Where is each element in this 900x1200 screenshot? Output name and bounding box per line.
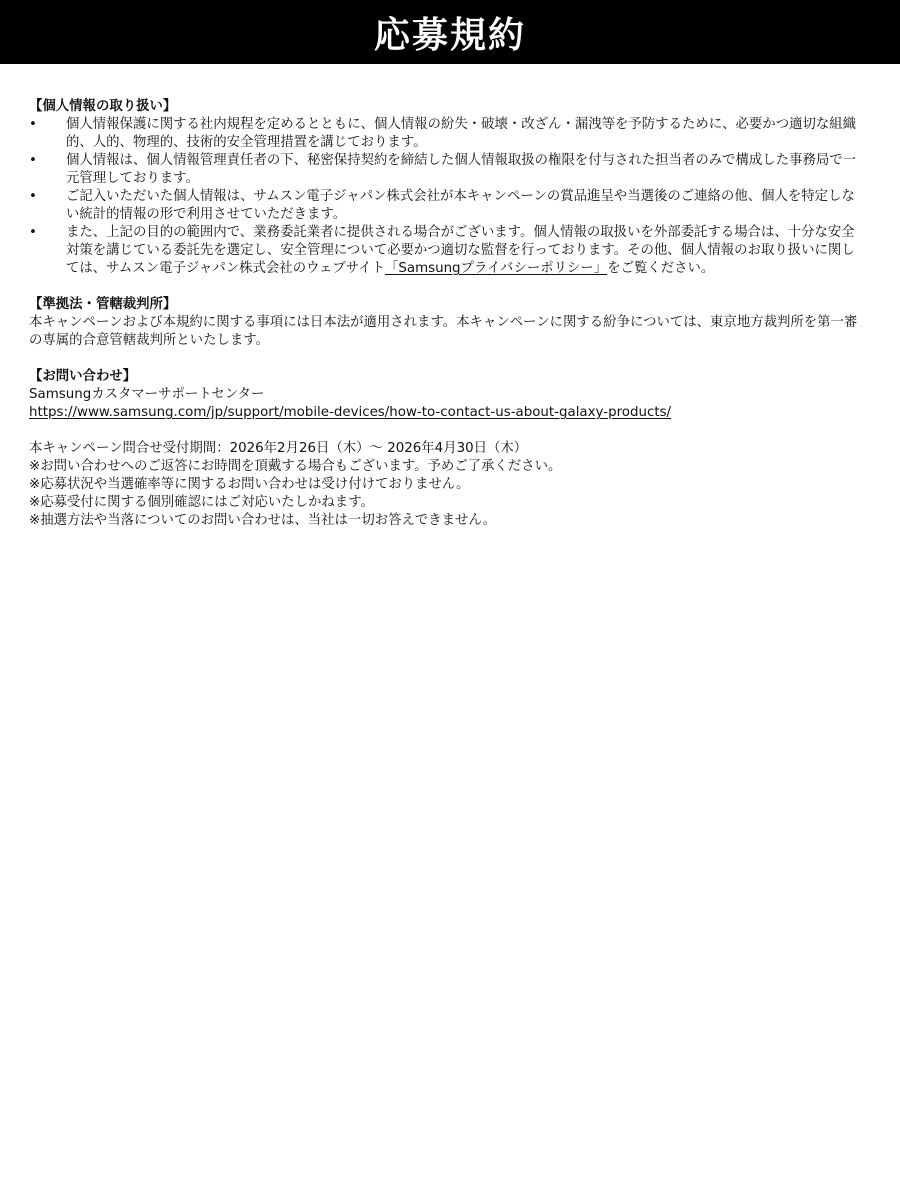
bullet-icon: •: [29, 225, 37, 240]
privacy-section: [29, 98, 867, 278]
contact-heading: 【お問い合わせ】: [29, 369, 137, 384]
privacy-policy-link[interactable]: 「Samsungプライバシーポリシー」: [384, 261, 608, 276]
privacy-item: [29, 152, 867, 188]
terms-content: [29, 98, 867, 548]
bullet-icon: •: [29, 189, 37, 204]
contact-note: ※抽選方法や当落についてのお問い合わせは、当社は一切お答えできません。: [29, 513, 497, 528]
privacy-item-text: また、上記の目的の範囲内で、業務委託業者に提供される場合がございます。個人情報の取扱いを外部委託する場合は、十分な安全対策を講じている委託先を選定し、安全管理について必要かつ適切な監督を行っております。その他、個人情報のお取り扱いに関しては、サムスン電子ジャパン株式会社のウェブサイト: [66, 225, 855, 276]
spacer: [29, 422, 867, 440]
jurisdiction-heading: 【準拠法・管轄裁判所】: [29, 297, 177, 312]
privacy-list: [29, 116, 867, 278]
contact-note: ※応募受付に関する個別確認にはご対応いたしかねます。: [29, 495, 374, 510]
privacy-item-text: ご記入いただいた個人情報は、サムスン電子ジャパン株式会社が本キャンペーンの賞品進呈や当選後のご連絡の他、個人を特定しない統計的情報の形で利用させていただきます。: [66, 189, 855, 222]
privacy-item-text: 個人情報は、個人情報管理責任者の下、秘密保持契約を締結した個人情報取扱の権限を付与された担当者のみで構成した事務局で一元管理しております。: [66, 153, 857, 186]
page-title: 応募規約: [373, 14, 526, 56]
privacy-item-text: 個人情報保護に関する社内規程を定めるとともに、個人情報の紛失・破壊・改ざん・漏洩等を予防するために、必要かつ適切な組織的、人的、物理的、技術的安全管理措置を講じております。: [66, 117, 857, 150]
privacy-item-text-end: をご覧ください。: [607, 261, 715, 276]
privacy-item: [29, 188, 867, 224]
privacy-item: [29, 224, 867, 278]
contact-section: [29, 368, 867, 530]
title-banner: [0, 0, 900, 64]
contact-note: ※応募状況や当選確率等に関するお問い合わせは受け付けておりません。: [29, 477, 470, 492]
support-center-name: Samsungカスタマーサポートセンター: [29, 387, 265, 402]
bullet-icon: •: [29, 117, 37, 132]
contact-note: 本キャンペーン問合せ受付期間：2026年2月26日（木）～ 2026年4月30日（木）: [29, 441, 528, 456]
jurisdiction-body: 本キャンペーンおよび本規約に関する事項には日本法が適用されます。本キャンペーンに関する紛争については、東京地方裁判所を第一審の専属的合意管轄裁判所といたします。: [29, 315, 858, 348]
jurisdiction-section: [29, 296, 867, 350]
contact-note: ※お問い合わせへのご返答にお時間を頂戴する場合もございます。予めご了承ください。: [29, 459, 562, 474]
bullet-icon: •: [29, 153, 37, 168]
support-url-link[interactable]: https://www.samsung.com/jp/support/mobile-devices/how-to-contact-us-about-galaxy-products/: [29, 405, 672, 420]
privacy-item: [29, 116, 867, 152]
privacy-heading: 【個人情報の取り扱い】: [29, 99, 177, 114]
